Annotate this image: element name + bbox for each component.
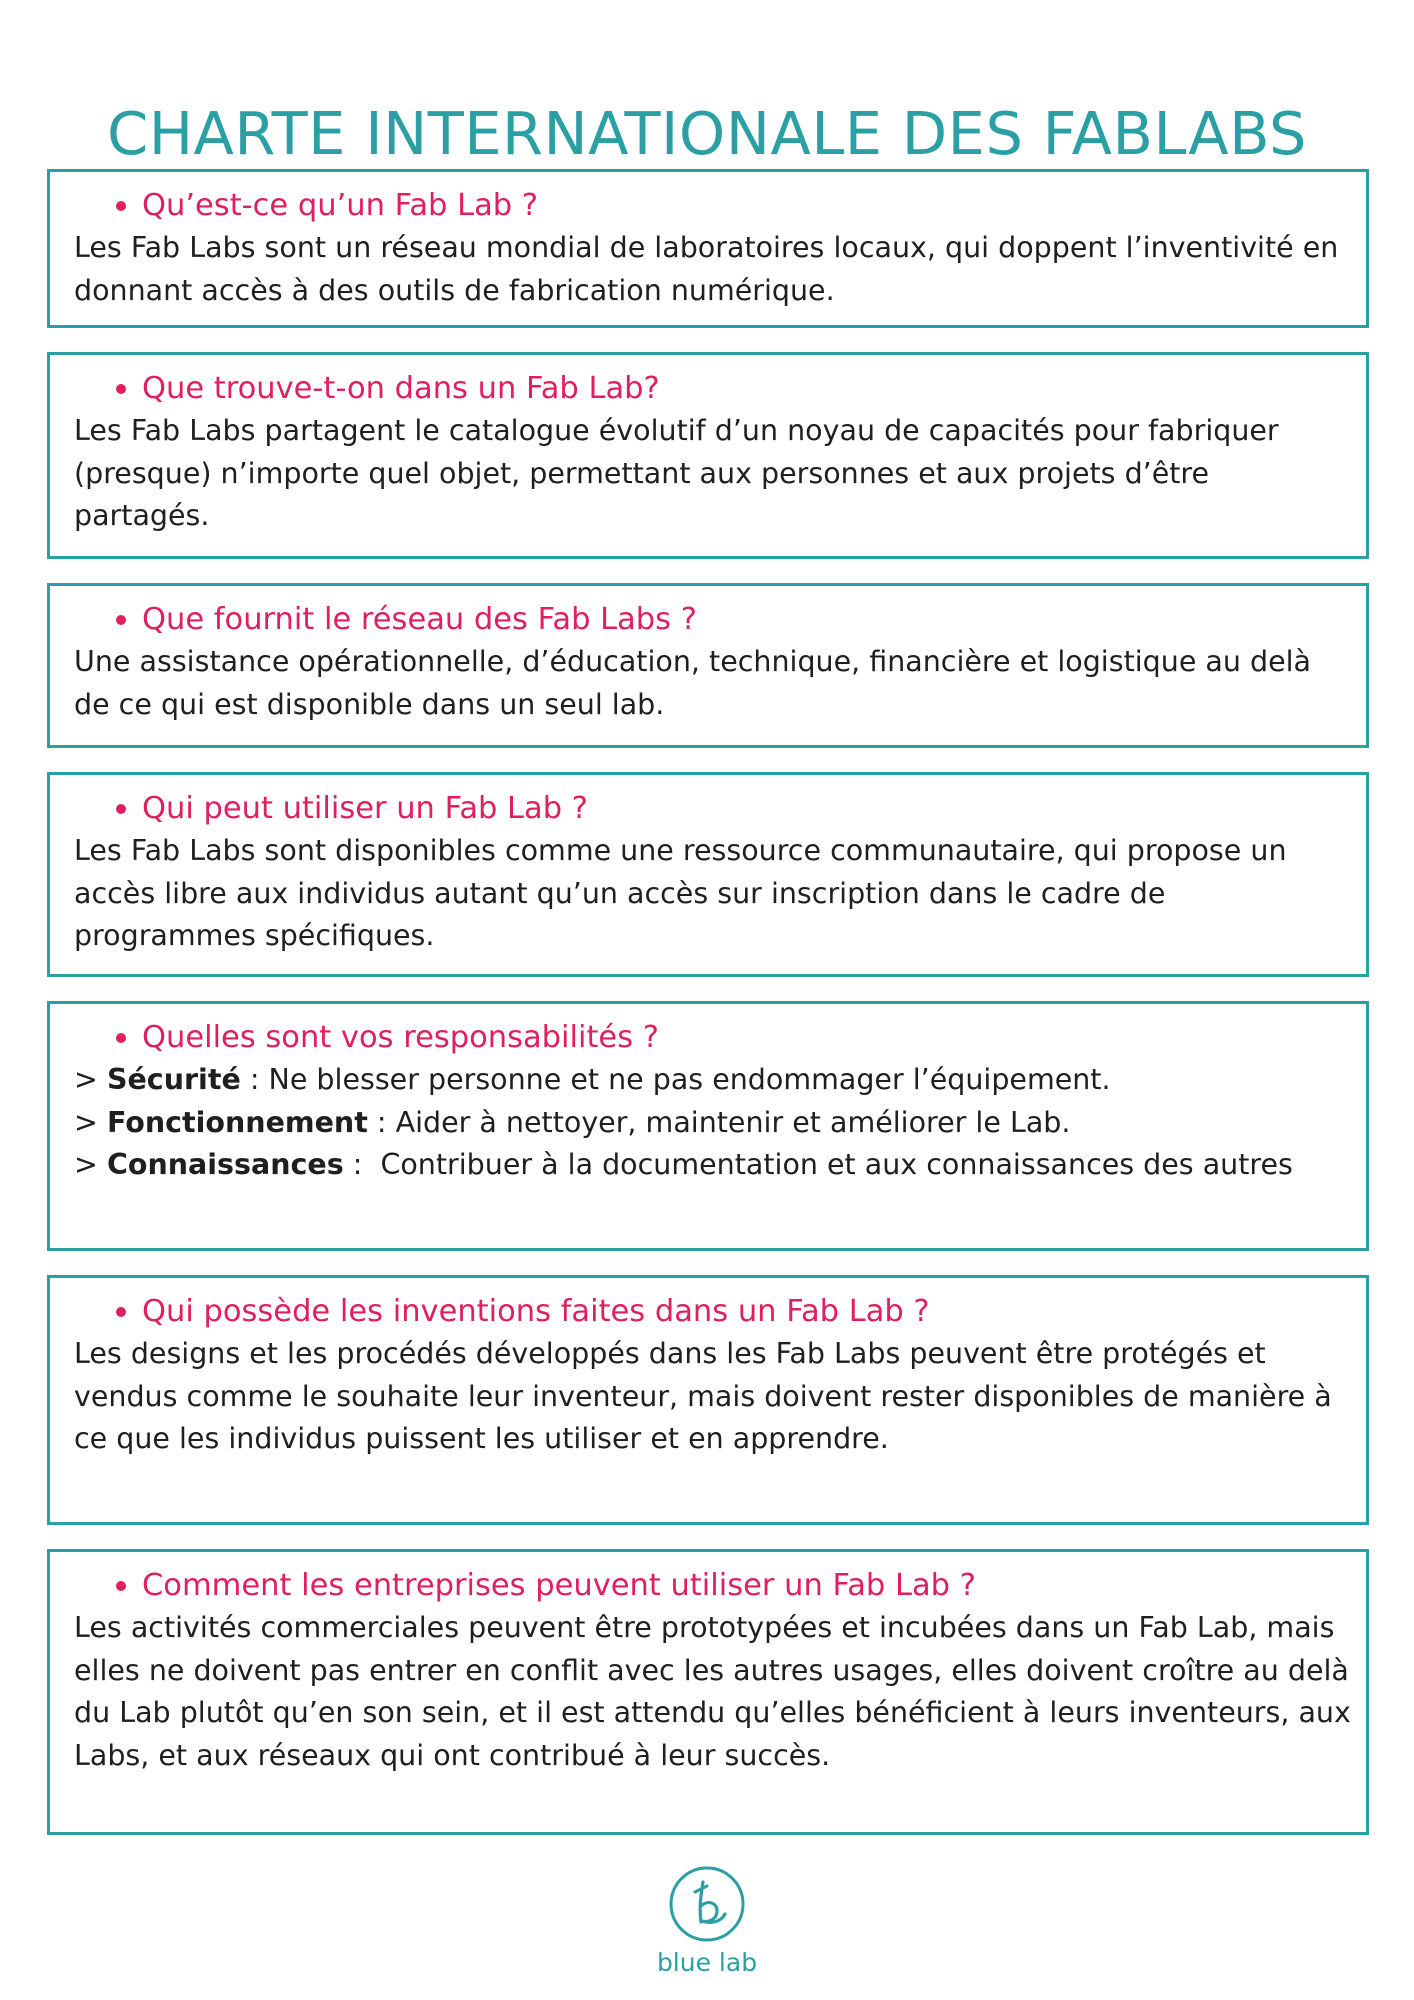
section-question	[74, 369, 1352, 409]
section-answer: Les activités commerciales peuvent être prototypées et incubées dans un Fab Lab, mais elles ne doivent pas entrer en conflit avec les autres usages, elles doivent croître au delà du Lab plutôt qu’en son sein, et il est attendu qu’elles bénéficient à leurs inventeurs, aux Labs, et aux réseaux qui ont contribué à leur succès.	[74, 1611, 1351, 1772]
section-question	[74, 1018, 1352, 1058]
section-box-inventions-ownership	[47, 1275, 1369, 1525]
section-question-text: Comment les entreprises peuvent utiliser un Fab Lab ?	[142, 1568, 976, 1603]
section-box-what-inside	[47, 352, 1369, 559]
section-box-business-use	[47, 1549, 1369, 1835]
section-question-text: Que trouve-t-on dans un Fab Lab?	[142, 371, 660, 406]
section-answer: Les designs et les procédés développés dans les Fab Labs peuvent être protégés et vendus comme le souhaite leur inventeur, mais doivent rester disponibles de manière à ce que les individus puissent les utiliser et en apprendre.	[74, 1337, 1332, 1455]
section-box-who-can-use	[47, 772, 1369, 977]
bullet-icon	[116, 804, 126, 814]
responsibility-item-operation: > Fonctionnement : Aider à nettoyer, maintenir et améliorer le Lab.	[74, 1105, 1071, 1139]
bullet-icon	[116, 1307, 126, 1317]
section-question-text: Qu’est-ce qu’un Fab Lab ?	[142, 188, 539, 223]
bullet-icon	[116, 384, 126, 394]
section-box-network-provides	[47, 583, 1369, 748]
section-answer: Une assistance opérationnelle, d’éducation, technique, financière et logistique au delà de ce qui est disponible dans un seul lab.	[74, 645, 1312, 721]
section-question	[74, 1566, 1352, 1606]
responsibility-item-knowledge: > Connaissances : Contribuer à la documentation et aux connaissances des autres	[74, 1148, 1293, 1181]
section-answer: Les Fab Labs partagent le catalogue évolutif d’un noyau de capacités pour fabriquer (presque) n’importe quel objet, permettant aux personnes et aux projets d’être partagés.	[74, 414, 1279, 532]
responsibilities-list	[74, 1059, 1352, 1187]
section-question-text: Qui peut utiliser un Fab Lab ?	[142, 791, 588, 826]
bullet-icon	[116, 201, 126, 211]
section-question-text: Que fournit le réseau des Fab Labs ?	[142, 602, 697, 637]
section-answer: Les Fab Labs sont disponibles comme une ressource communautaire, qui propose un accès libre aux individus autant qu’un accès sur inscription dans le cadre de programmes spécifiques.	[74, 834, 1287, 952]
responsibility-term: Sécurité	[106, 1063, 241, 1096]
section-box-responsibilities	[47, 1001, 1369, 1251]
section-question-text: Qui possède les inventions faites dans un Fab Lab ?	[142, 1294, 930, 1329]
section-question	[74, 600, 1352, 640]
section-question	[74, 186, 1352, 226]
section-box-what-is-fablab	[47, 169, 1369, 328]
blue-lab-logo-icon	[667, 1864, 747, 1944]
section-question-text: Quelles sont vos responsabilités ?	[142, 1020, 659, 1055]
bullet-icon	[116, 1033, 126, 1043]
section-question	[74, 789, 1352, 829]
responsibility-term: Fonctionnement	[106, 1105, 368, 1139]
page-title: CHARTE INTERNATIONALE DES FABLABS	[107, 98, 1307, 168]
responsibility-term: Connaissances	[106, 1148, 344, 1181]
section-answer: Les Fab Labs sont un réseau mondial de laboratoires locaux, qui doppent l’inventivité en donnant accès à des outils de fabrication numérique.	[74, 231, 1339, 307]
logo-text: blue lab	[656, 1948, 758, 1977]
bullet-icon	[116, 615, 126, 625]
section-question	[74, 1292, 1352, 1332]
responsibility-item-security: > Sécurité : Ne blesser personne et ne pas endommager l’équipement.	[74, 1063, 1111, 1096]
bullet-icon	[116, 1581, 126, 1591]
